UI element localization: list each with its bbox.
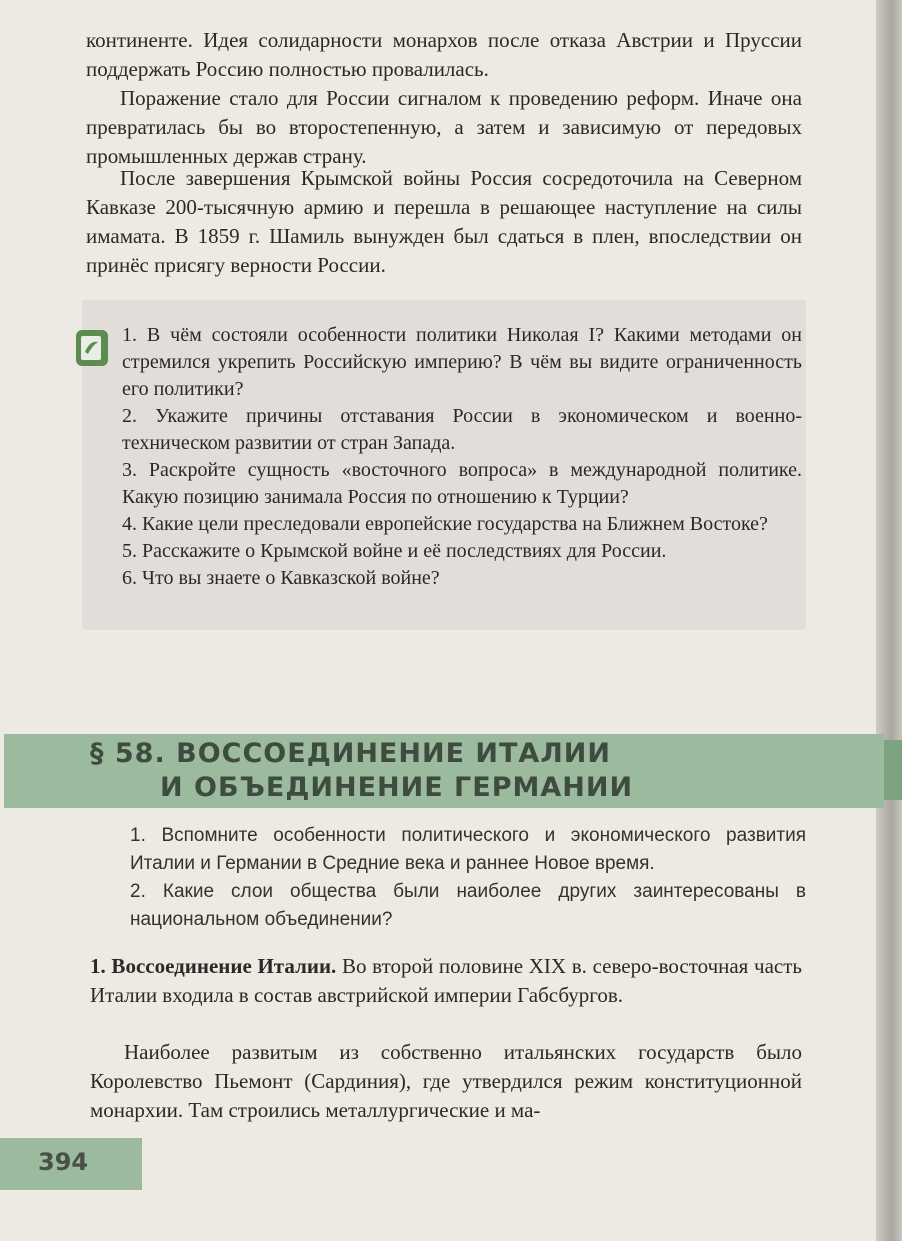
intro-question: 1. Вспомните особенности политического и экономического развития Италии и Германии в Средние века и раннее Новое время. bbox=[130, 825, 806, 874]
paragraph-continuation: континенте. Идея солидарности монархов после отказа Австрии и Пруссии поддержать Россию полностью провалилась. bbox=[86, 28, 802, 81]
review-questions-list bbox=[122, 322, 802, 592]
review-question: 3. Раскройте сущность «восточного вопроса» в международной политике. Какую позицию занимала Россия по отношению к Турции? bbox=[122, 459, 802, 508]
intro-question: 2. Какие слои общества были наиболее других заинтересованы в национальном объединении? bbox=[130, 881, 806, 930]
paragraph-italy-intro bbox=[90, 952, 802, 1010]
question-book-icon bbox=[76, 330, 108, 366]
subsection-heading: 1. Воссоединение Италии. bbox=[90, 954, 337, 978]
paragraph-defeat-reforms: Поражение стало для России сигналом к проведению реформ. Иначе она превратилась бы во второстепенную, а затем и зависимую от передовых промышленных держав страну. bbox=[86, 86, 802, 168]
review-question: 2. Укажите причины отставания России в экономическом и военно-техническом развитии от стран Запада. bbox=[122, 405, 802, 454]
intro-questions-list bbox=[130, 822, 806, 934]
section-title-line-2: И ОБЪЕДИНЕНИЕ ГЕРМАНИИ bbox=[160, 772, 634, 803]
page-number: 394 bbox=[38, 1148, 89, 1176]
review-question: 4. Какие цели преследовали европейские государства на Ближнем Востоке? bbox=[122, 513, 768, 535]
page-edge bbox=[876, 0, 902, 1241]
section-title-line-1: § 58. ВОССОЕДИНЕНИЕ ИТАЛИИ bbox=[90, 738, 611, 769]
paragraph-piedmont: Наиболее развитым из собственно итальянских государств было Королевство Пьемонт (Сардиния), где утвердился режим конституционной монархии. Там строились металлургические и ма- bbox=[90, 1040, 802, 1122]
chapter-tab-marker bbox=[884, 740, 902, 800]
review-question: 5. Расскажите о Крымской войне и её последствиях для России. bbox=[122, 540, 667, 562]
review-question: 1. В чём состояли особенности политики Николая I? Какими методами он стремился укрепить Российскую империю? В чём вы видите ограниченность его политики? bbox=[122, 324, 802, 400]
paragraph-italy-text: Во второй половине XIX в. северо-восточная часть Италии входила в состав австрийской империи Габсбургов. bbox=[90, 954, 802, 1007]
review-question: 6. Что вы знаете о Кавказской войне? bbox=[122, 567, 440, 589]
paragraph-caucasus: После завершения Крымской войны Россия сосредоточила на Северном Кавказе 200-тысячную армию и перешла в решающее наступление на силы имамата. В 1859 г. Шамиль вынужден был сдаться в плен, впоследствии он принёс присягу верности России. bbox=[86, 166, 802, 277]
